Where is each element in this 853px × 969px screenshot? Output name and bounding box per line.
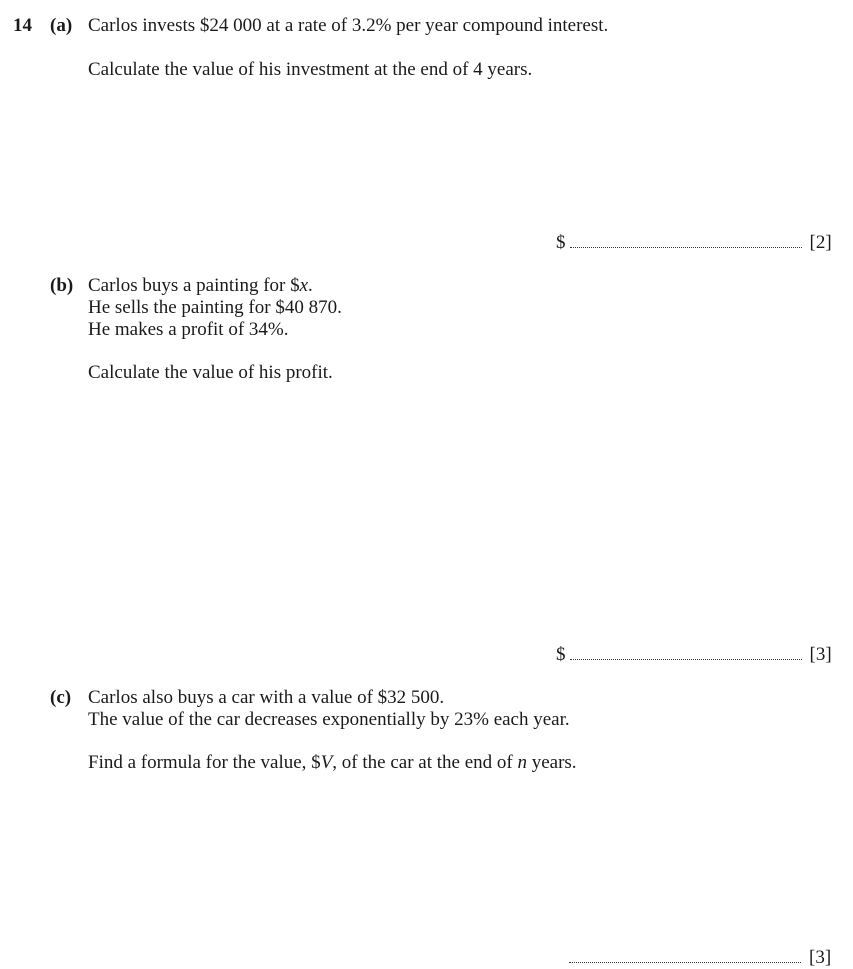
part-a-label: (a) (50, 15, 73, 36)
part-b-answer-line[interactable] (556, 644, 832, 666)
variable-n: n (517, 752, 527, 773)
part-c-line-2: The value of the car decreases exponentially by 23% each year. (88, 709, 570, 730)
part-b-marks: [3] (809, 644, 832, 665)
part-b-line-4: Calculate the value of his profit. (88, 362, 333, 383)
part-a-answer-dots[interactable] (570, 233, 802, 248)
part-b-line-1-text: Carlos buys a painting for $ (88, 275, 300, 296)
part-c-label: (c) (50, 687, 72, 708)
part-b-line-2: He sells the painting for $40 870. (88, 297, 342, 318)
part-c-line-3-mid: , of the car at the end of (332, 752, 518, 773)
part-c-line-1: Carlos also buys a car with a value of $32 500. (88, 687, 445, 708)
variable-v: V (320, 752, 333, 773)
part-b-label: (b) (50, 275, 74, 296)
part-c-line-3 (88, 752, 577, 774)
part-b-line-1 (88, 275, 313, 297)
part-c-answer-line[interactable] (565, 947, 831, 969)
part-c-line-3-text: Find a formula for the value, $ (88, 752, 321, 773)
part-b-answer-prefix: $ (556, 644, 566, 665)
part-a-answer-line[interactable] (556, 232, 832, 254)
part-b-line-3: He makes a profit of 34%. (88, 319, 289, 340)
part-b-answer-dots[interactable] (570, 645, 802, 660)
part-b-line-1-end: . (308, 275, 313, 296)
part-a-marks: [2] (809, 232, 832, 253)
part-c-line-3-end: years. (526, 752, 577, 773)
variable-x: x (299, 275, 309, 296)
part-a-answer-prefix: $ (556, 232, 566, 253)
part-a-line-1: Carlos invests $24 000 at a rate of 3.2% per year compound interest. (88, 15, 609, 36)
question-number: 14 (13, 15, 32, 36)
part-c-marks: [3] (809, 947, 832, 968)
part-c-answer-dots[interactable] (569, 948, 801, 963)
part-a-line-2: Calculate the value of his investment at the end of 4 years. (88, 59, 533, 80)
